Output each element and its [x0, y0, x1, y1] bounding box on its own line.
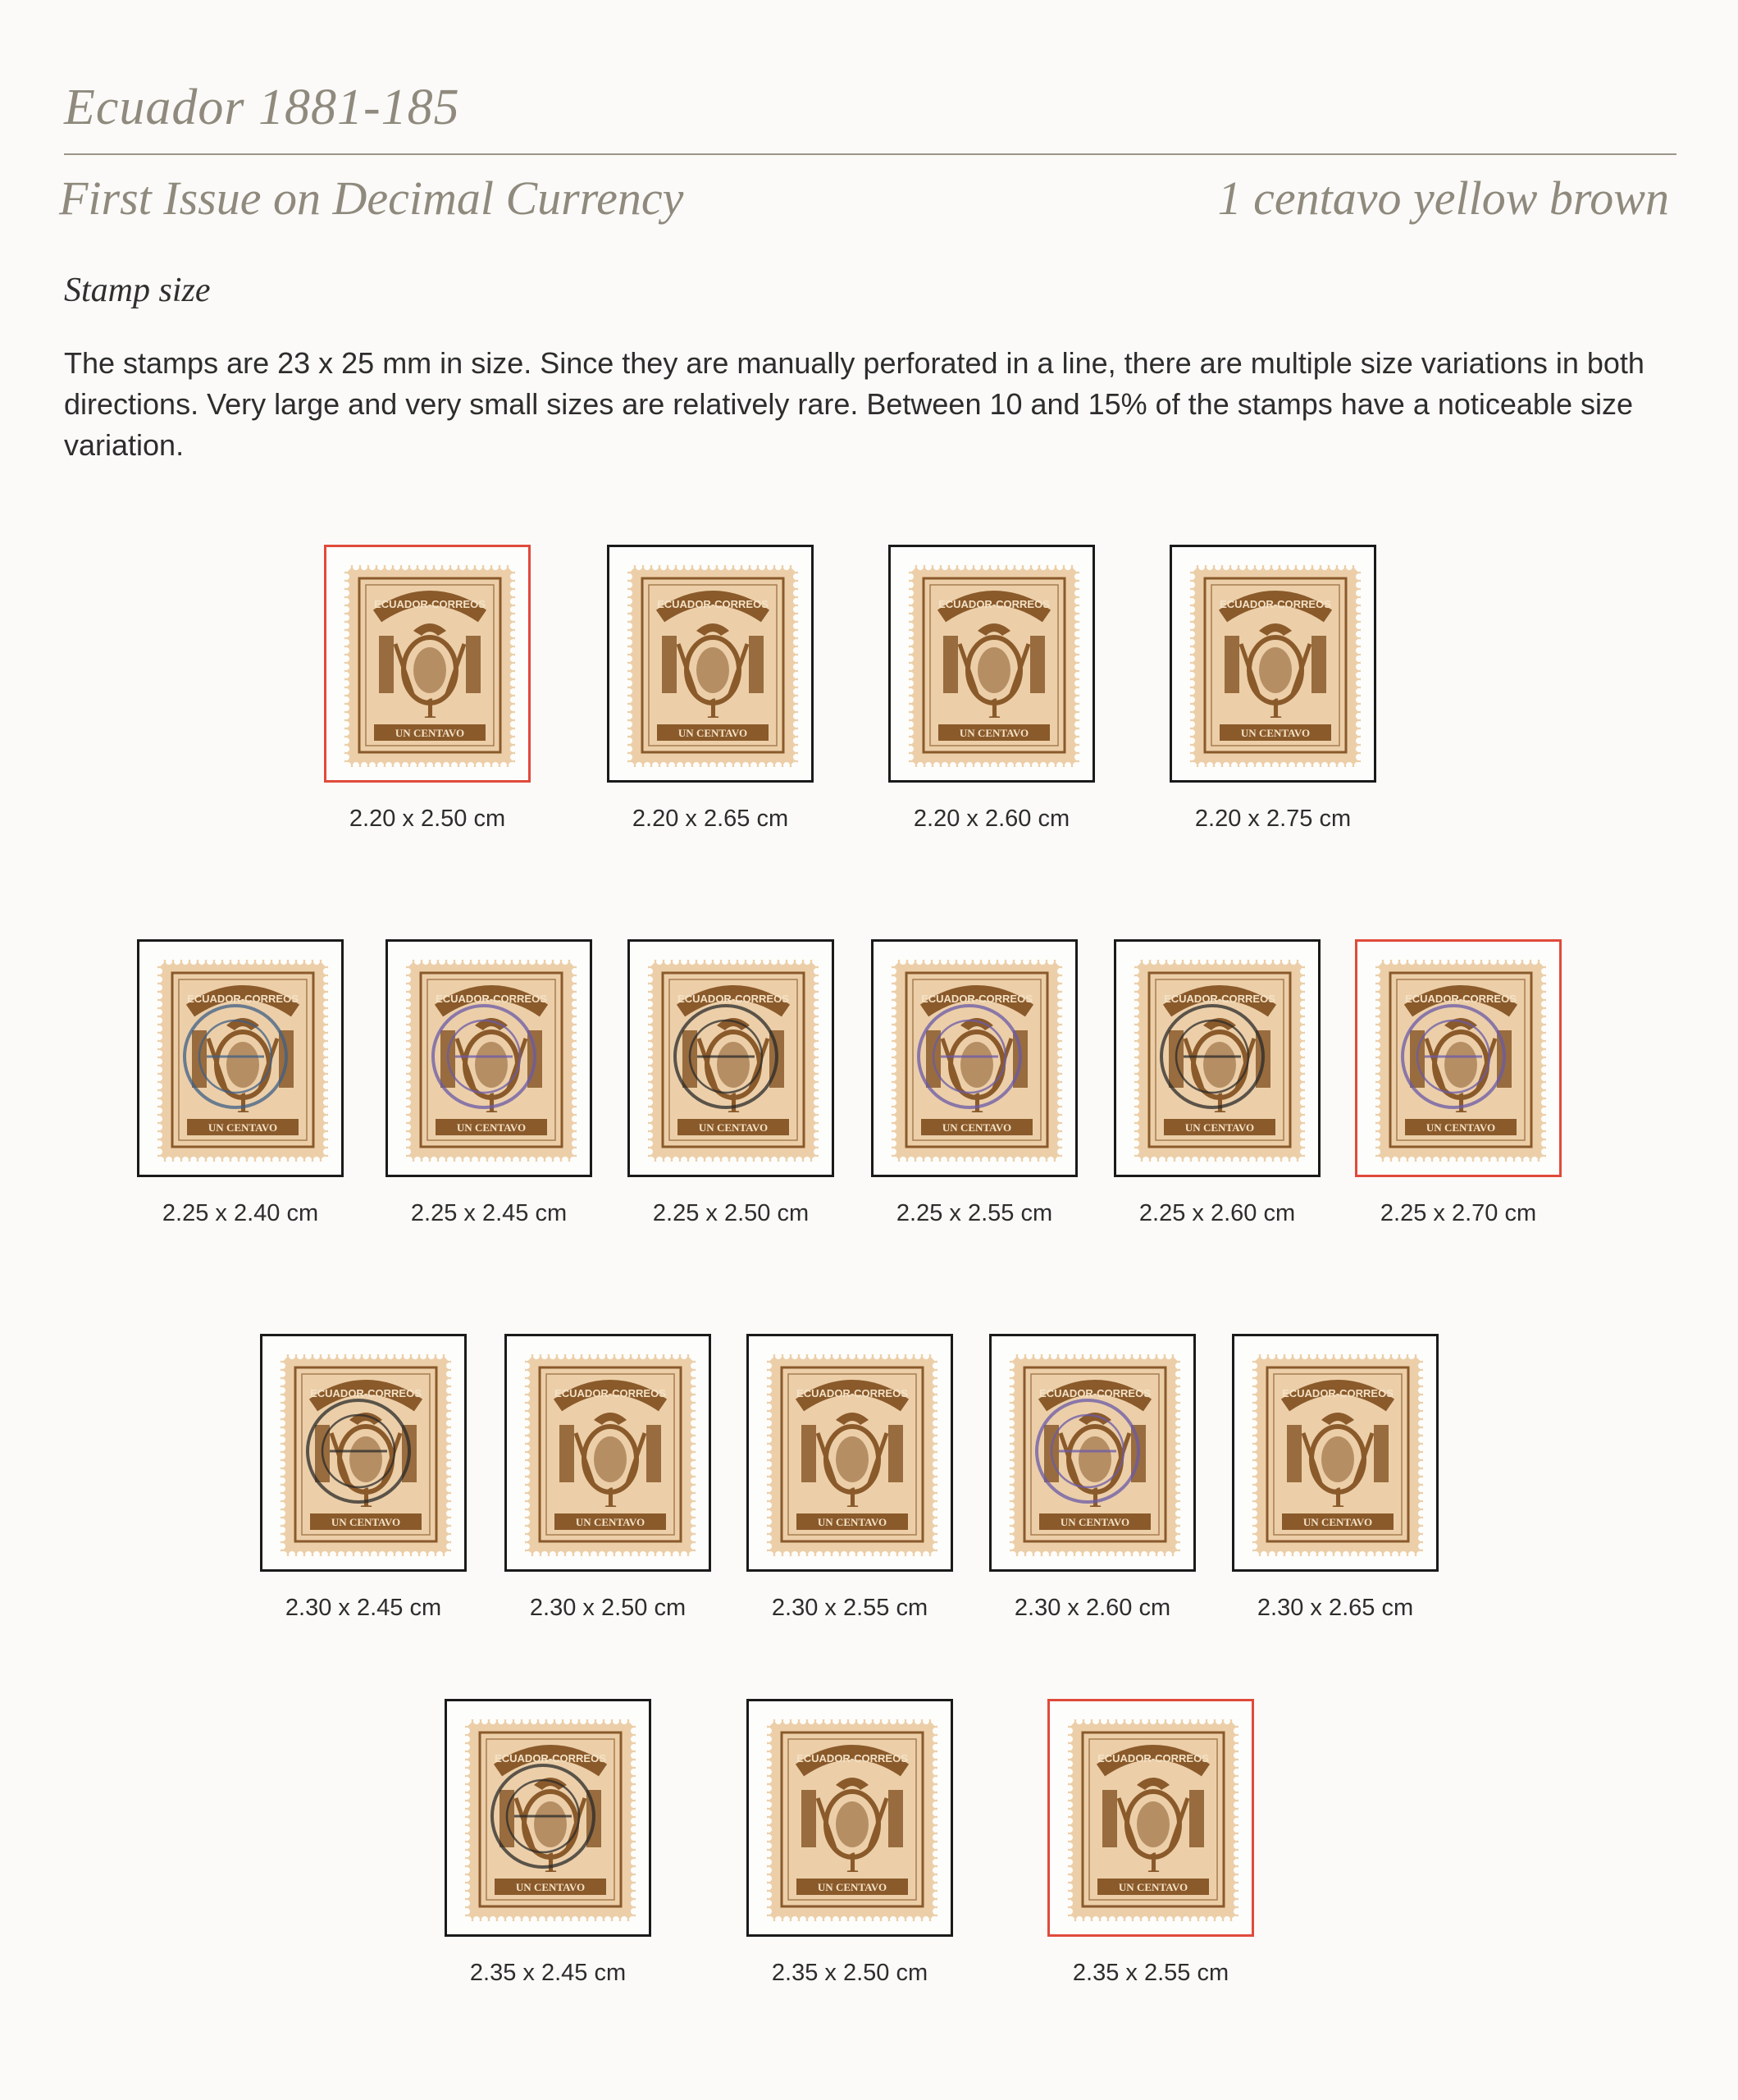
stamp-size-caption: 2.25 x 2.45 cm [410, 1200, 568, 1226]
stamp-top-label: ECUADOR-CORREOS [1282, 1387, 1394, 1399]
stamp-bottom-label: UN CENTAVO [456, 1121, 527, 1134]
svg-text:1: 1 [235, 1086, 250, 1119]
stamp-top-label: ECUADOR-CORREOS [1220, 598, 1331, 610]
svg-text:1: 1 [1088, 1481, 1102, 1513]
stamp-top-label: ECUADOR-CORREOS [436, 993, 547, 1005]
svg-text:1: 1 [1212, 1086, 1227, 1119]
stamp-frame [260, 1334, 467, 1572]
stamp-size-caption: 2.30 x 2.50 cm [529, 1595, 687, 1621]
stamp-size-caption: 2.25 x 2.40 cm [162, 1200, 319, 1226]
stamp-frame [627, 939, 834, 1177]
stamp-bottom-label: UN CENTAVO [331, 1516, 401, 1528]
stamp-top-label: ECUADOR-CORREOS [921, 993, 1033, 1005]
stamp-size-caption: 2.30 x 2.65 cm [1257, 1595, 1414, 1621]
stamp-size-caption: 2.25 x 2.55 cm [896, 1200, 1053, 1226]
stamp-frame [1170, 545, 1376, 783]
stamp-top-label: ECUADOR-CORREOS [310, 1387, 422, 1399]
stamp-bottom-label: UN CENTAVO [959, 727, 1029, 739]
svg-text:1: 1 [1330, 1481, 1345, 1513]
stamp-frame [385, 939, 592, 1177]
stamp-bottom-label: UN CENTAVO [515, 1881, 586, 1893]
cancellation-mark [675, 1006, 777, 1107]
stamp-size-caption: 2.35 x 2.45 cm [469, 1960, 627, 1986]
svg-text:1: 1 [484, 1086, 499, 1119]
stamp-top-label: ECUADOR-CORREOS [1097, 1752, 1209, 1764]
stamp-frame [1355, 939, 1562, 1177]
cancellation-mark [1037, 1400, 1138, 1502]
cancellation-mark [919, 1006, 1020, 1107]
stamp-top-label: ECUADOR-CORREOS [1039, 1387, 1151, 1399]
svg-text:1: 1 [845, 1846, 860, 1879]
stamp-bottom-label: UN CENTAVO [698, 1121, 769, 1134]
cancellation-mark [308, 1400, 409, 1502]
stamp-top-label: ECUADOR-CORREOS [374, 598, 486, 610]
stamp-bottom-label: UN CENTAVO [677, 727, 748, 739]
svg-text:1: 1 [1146, 1846, 1161, 1879]
stamp-size-caption: 2.30 x 2.60 cm [1014, 1595, 1171, 1621]
stamp-frame [746, 1699, 953, 1937]
stamp-frame [1047, 1699, 1254, 1937]
section-heading: Stamp size [64, 272, 211, 309]
stamp-frame [871, 939, 1078, 1177]
stamp-bottom-label: UN CENTAVO [1302, 1516, 1373, 1528]
stamp-size-caption: 2.30 x 2.45 cm [285, 1595, 442, 1621]
svg-text:1: 1 [845, 1481, 860, 1513]
svg-text:1: 1 [987, 692, 1001, 724]
stamp-size-caption: 2.25 x 2.70 cm [1380, 1200, 1537, 1226]
svg-text:1: 1 [358, 1481, 373, 1513]
stamp-frame [746, 1334, 953, 1572]
stamp-bottom-label: UN CENTAVO [575, 1516, 645, 1528]
stamp-top-label: ECUADOR-CORREOS [1164, 993, 1275, 1005]
stamp-top-label: ECUADOR-CORREOS [495, 1752, 606, 1764]
issue-subtitle: First Issue on Decimal Currency [59, 171, 684, 225]
stamp-top-label: ECUADOR-CORREOS [938, 598, 1050, 610]
stamp-top-label: ECUADOR-CORREOS [796, 1752, 908, 1764]
stamp-frame [445, 1699, 651, 1937]
stamp-top-label: ECUADOR-CORREOS [1405, 993, 1517, 1005]
stamp-size-caption: 2.20 x 2.75 cm [1194, 806, 1352, 832]
svg-text:1: 1 [726, 1086, 741, 1119]
svg-text:1: 1 [603, 1481, 618, 1513]
stamp-frame [888, 545, 1095, 783]
stamp-size-caption: 2.35 x 2.50 cm [771, 1960, 928, 1986]
cancellation-mark [1403, 1006, 1504, 1107]
cancellation-mark [1161, 1006, 1263, 1107]
stamp-bottom-label: UN CENTAVO [817, 1881, 887, 1893]
header-divider [64, 153, 1676, 155]
stamp-bottom-label: UN CENTAVO [1184, 1121, 1255, 1134]
stamp-size-caption: 2.25 x 2.60 cm [1138, 1200, 1296, 1226]
section-description: The stamps are 23 x 25 mm in size. Since they are manually perforated in a line, there are multiple size variations in both directions. Very large and very small sizes are relatively rare. Between 10 and 15% of the stamps have a noticeable size variation. [64, 346, 1644, 462]
svg-text:1: 1 [969, 1086, 984, 1119]
stamp-top-label: ECUADOR-CORREOS [796, 1387, 908, 1399]
stamp-frame [607, 545, 814, 783]
cancellation-mark [185, 1006, 286, 1107]
stamp-frame [324, 545, 531, 783]
stamp-frame [504, 1334, 711, 1572]
stamp-size-caption: 2.20 x 2.65 cm [632, 806, 789, 832]
stamp-size-caption: 2.20 x 2.60 cm [913, 806, 1070, 832]
stamp-size-caption: 2.25 x 2.50 cm [652, 1200, 810, 1226]
stamp-frame [1232, 1334, 1439, 1572]
stamp-bottom-label: UN CENTAVO [208, 1121, 278, 1134]
stamp-top-label: ECUADOR-CORREOS [657, 598, 769, 610]
cancellation-mark [433, 1006, 535, 1107]
stamp-frame [1114, 939, 1321, 1177]
svg-text:1: 1 [422, 692, 437, 724]
stamp-denomination-subtitle: 1 centavo yellow brown [1217, 171, 1669, 225]
stamp-top-label: ECUADOR-CORREOS [554, 1387, 666, 1399]
svg-text:1: 1 [1268, 692, 1283, 724]
stamp-size-caption: 2.30 x 2.55 cm [771, 1595, 928, 1621]
stamp-top-label: ECUADOR-CORREOS [187, 993, 299, 1005]
stamp-top-label: ECUADOR-CORREOS [677, 993, 789, 1005]
stamp-size-caption: 2.35 x 2.55 cm [1072, 1960, 1229, 1986]
stamp-frame [989, 1334, 1196, 1572]
stamp-bottom-label: UN CENTAVO [1240, 727, 1311, 739]
page-title: Ecuador 1881-185 [64, 80, 460, 135]
cancellation-mark [492, 1765, 594, 1867]
stamp-bottom-label: UN CENTAVO [817, 1516, 887, 1528]
stamp-bottom-label: UN CENTAVO [1426, 1121, 1496, 1134]
svg-text:1: 1 [705, 692, 720, 724]
stamp-size-caption: 2.20 x 2.50 cm [349, 806, 506, 832]
stamp-frame [137, 939, 344, 1177]
stamp-bottom-label: UN CENTAVO [395, 727, 465, 739]
svg-text:1: 1 [1453, 1086, 1468, 1119]
stamp-bottom-label: UN CENTAVO [1060, 1516, 1130, 1528]
stamp-bottom-label: UN CENTAVO [942, 1121, 1012, 1134]
svg-text:1: 1 [543, 1846, 558, 1879]
stamp-bottom-label: UN CENTAVO [1118, 1881, 1188, 1893]
